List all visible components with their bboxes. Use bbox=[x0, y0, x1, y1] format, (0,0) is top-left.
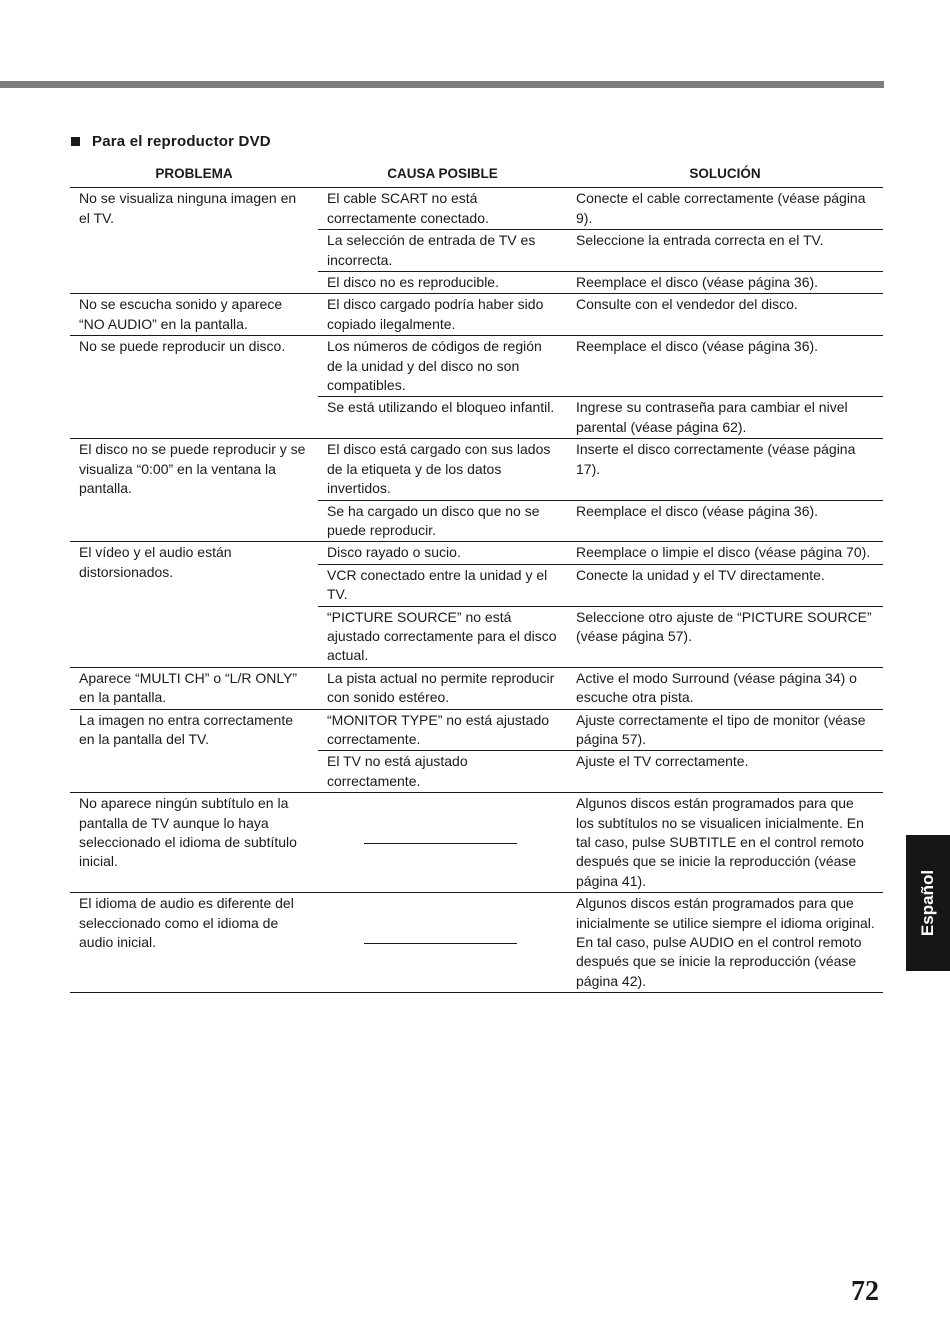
problem-cell: Aparece “MULTI CH” o “L/R ONLY” en la pantalla. bbox=[70, 667, 318, 709]
solution-cell: Seleccione otro ajuste de “PICTURE SOURCE” (véase página 57). bbox=[567, 606, 883, 667]
solution-cell: Active el modo Surround (véase página 34) o escuche otra pista. bbox=[567, 667, 883, 709]
table-row bbox=[70, 709, 883, 751]
cause-cell: VCR conectado entre la unidad y el TV. bbox=[318, 564, 567, 606]
solution-cell: Algunos discos están programados para que inicialmente se utilice siempre el idioma original. En tal caso, pulse AUDIO en el control remoto después que se inicie la reproducción (véase página 42). bbox=[567, 893, 883, 993]
table-row bbox=[70, 667, 883, 709]
problem-cell: El idioma de audio es diferente del seleccionado como el idioma de audio inicial. bbox=[70, 893, 318, 993]
solution-cell: Inserte el disco correctamente (véase página 17). bbox=[567, 439, 883, 500]
cause-cell-none bbox=[318, 793, 567, 893]
solution-cell: Conecte la unidad y el TV directamente. bbox=[567, 564, 883, 606]
table-row bbox=[70, 793, 883, 893]
solution-cell: Algunos discos están programados para que los subtítulos no se visualicen inicialmente. En tal caso, pulse SUBTITLE en el control remoto después que se inicie la reproducción (véase página 41). bbox=[567, 793, 883, 893]
table-row bbox=[70, 336, 883, 397]
solution-cell: Ingrese su contraseña para cambiar el nivel parental (véase página 62). bbox=[567, 397, 883, 439]
bullet-square-icon bbox=[71, 137, 80, 146]
section-heading bbox=[71, 133, 271, 150]
problem-cell: No se puede reproducir un disco. bbox=[70, 336, 318, 439]
solution-cell: Reemplace el disco (véase página 36). bbox=[567, 336, 883, 397]
header-problem: PROBLEMA bbox=[70, 163, 318, 188]
cause-cell: El disco no es reproducible. bbox=[318, 272, 567, 294]
header-solution: SOLUCIÓN bbox=[567, 163, 883, 188]
cause-cell: El disco cargado podría haber sido copiado ilegalmente. bbox=[318, 294, 567, 336]
cause-cell: La selección de entrada de TV es incorrecta. bbox=[318, 230, 567, 272]
solution-cell: Reemplace o limpie el disco (véase página 70). bbox=[567, 542, 883, 564]
solution-cell: Reemplace el disco (véase página 36). bbox=[567, 272, 883, 294]
table-row bbox=[70, 188, 883, 230]
cause-cell: Se está utilizando el bloqueo infantil. bbox=[318, 397, 567, 439]
solution-cell: Conecte el cable correctamente (véase página 9). bbox=[576, 190, 866, 226]
section-title: Para el reproductor DVD bbox=[92, 133, 271, 150]
cause-cell: El TV no está ajustado correctamente. bbox=[318, 751, 567, 793]
problem-cell: No aparece ningún subtítulo en la pantalla de TV aunque lo haya seleccionado el idioma de subtítulo inicial. bbox=[70, 793, 318, 893]
cause-cell: El disco está cargado con sus lados de la etiqueta y de los datos invertidos. bbox=[318, 439, 567, 500]
troubleshooting-table bbox=[70, 163, 883, 993]
cause-cell: “PICTURE SOURCE” no está ajustado correctamente para el disco actual. bbox=[318, 606, 567, 667]
cause-cell: El cable SCART no está correctamente conectado. bbox=[327, 190, 489, 226]
problem-cell: El disco no se puede reproducir y se visualiza “0:00” en la ventana la pantalla. bbox=[70, 439, 318, 542]
no-cause-dash bbox=[364, 943, 517, 944]
cause-cell-none bbox=[318, 893, 567, 993]
cause-cell: Los números de códigos de región de la unidad y del disco no son compatibles. bbox=[318, 336, 567, 397]
problem-cell: No se escucha sonido y aparece “NO AUDIO” en la pantalla. bbox=[70, 294, 318, 336]
language-tab bbox=[906, 835, 950, 971]
table-row bbox=[70, 893, 883, 993]
solution-cell: Reemplace el disco (véase página 36). bbox=[567, 500, 883, 542]
cause-cell: Se ha cargado un disco que no se puede reproducir. bbox=[318, 500, 567, 542]
table-row bbox=[70, 294, 883, 336]
cause-cell: “MONITOR TYPE” no está ajustado correctamente. bbox=[318, 709, 567, 751]
solution-cell: Consulte con el vendedor del disco. bbox=[567, 294, 883, 336]
solution-cell: Ajuste el TV correctamente. bbox=[567, 751, 883, 793]
problem-cell: La imagen no entra correctamente en la pantalla del TV. bbox=[70, 709, 318, 793]
cause-cell: La pista actual no permite reproducir con sonido estéreo. bbox=[318, 667, 567, 709]
page-number: 72 bbox=[851, 1276, 879, 1307]
table-header-row bbox=[70, 163, 883, 188]
no-cause-dash bbox=[364, 843, 517, 844]
language-tab-label: Español bbox=[918, 869, 937, 937]
solution-cell: Ajuste correctamente el tipo de monitor (véase página 57). bbox=[567, 709, 883, 751]
problem-cell: No se visualiza ninguna imagen en el TV. bbox=[79, 190, 297, 226]
table-body bbox=[70, 188, 883, 993]
solution-cell: Seleccione la entrada correcta en el TV. bbox=[567, 230, 883, 272]
header-cause: CAUSA POSIBLE bbox=[318, 163, 567, 188]
table-row bbox=[70, 439, 883, 500]
cause-cell: Disco rayado o sucio. bbox=[318, 542, 567, 564]
top-rule bbox=[0, 81, 884, 88]
table-row bbox=[70, 542, 883, 564]
problem-cell: El vídeo y el audio están distorsionados. bbox=[70, 542, 318, 667]
